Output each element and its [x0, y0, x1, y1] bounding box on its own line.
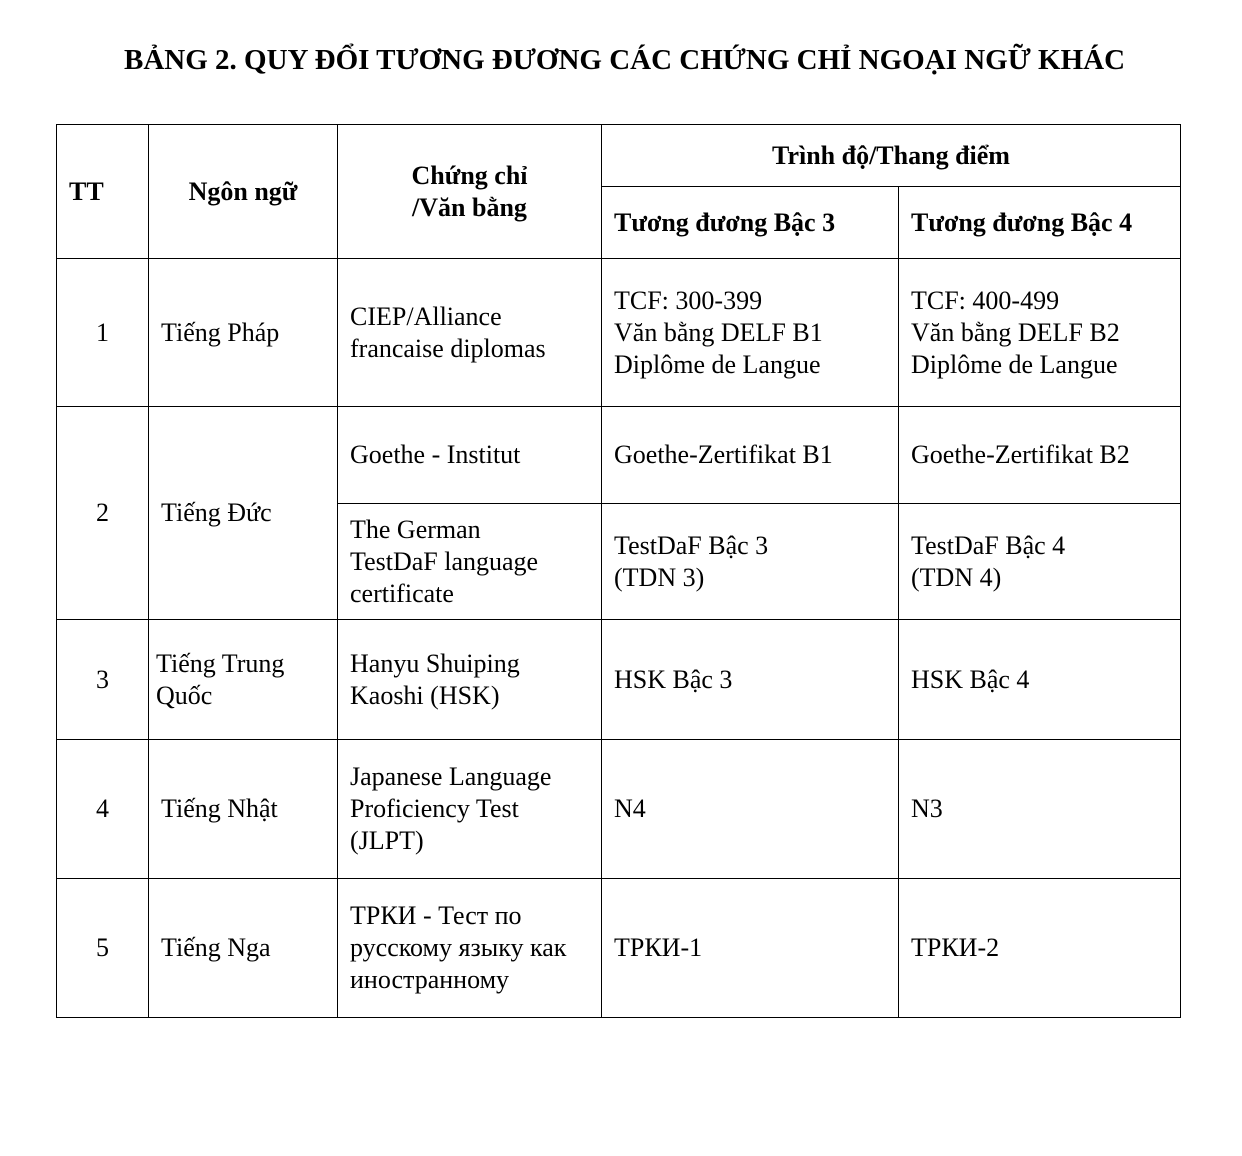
row-number: 4 — [57, 740, 149, 879]
language-cell: Tiếng Đức — [149, 407, 338, 620]
level4-cell: ТРКИ-2 — [899, 879, 1181, 1018]
level3-cell: HSK Bậc 3 — [602, 620, 899, 740]
level3-cell: ТРКИ-1 — [602, 879, 899, 1018]
table-row — [57, 407, 1181, 504]
language-cell: Tiếng Trung Quốc — [149, 620, 338, 740]
table-header-row — [57, 125, 1181, 187]
certificate-cell: Hanyu Shuiping Kaoshi (HSK) — [338, 620, 602, 740]
level4-cell: HSK Bậc 4 — [899, 620, 1181, 740]
row-number: 1 — [57, 259, 149, 407]
header-level3: Tương đương Bậc 3 — [602, 187, 899, 259]
header-level4: Tương đương Bậc 4 — [899, 187, 1181, 259]
header-language: Ngôn ngữ — [149, 125, 338, 259]
level4-cell: TCF: 400-499 Văn bằng DELF B2 Diplôme de Langue — [899, 259, 1181, 407]
header-level-group: Trình độ/Thang điểm — [602, 125, 1181, 187]
language-cell: Tiếng Pháp — [149, 259, 338, 407]
level3-cell: N4 — [602, 740, 899, 879]
header-tt: TT — [57, 125, 149, 259]
level3-cell: Goethe-Zertifikat B1 — [602, 407, 899, 504]
table-row — [57, 259, 1181, 407]
language-cell: Tiếng Nhật — [149, 740, 338, 879]
level4-cell: TestDaF Bậc 4 (TDN 4) — [899, 504, 1181, 620]
certificate-cell: CIEP/Alliance francaise diplomas — [338, 259, 602, 407]
page-title: BẢNG 2. QUY ĐỔI TƯƠNG ĐƯƠNG CÁC CHỨNG CHỈ NGOẠI NGỮ KHÁC — [124, 44, 1126, 76]
certificate-cell: ТРКИ - Тест по русскому языку как иностранному — [338, 879, 602, 1018]
level4-cell: Goethe-Zertifikat B2 — [899, 407, 1181, 504]
header-certificate: Chứng chỉ /Văn bằng — [338, 125, 602, 259]
certificate-cell: Japanese Language Proficiency Test (JLPT) — [338, 740, 602, 879]
table-row — [57, 620, 1181, 740]
equivalence-table — [56, 124, 1181, 1018]
table-row — [57, 740, 1181, 879]
row-number: 3 — [57, 620, 149, 740]
table-row — [57, 879, 1181, 1018]
row-number: 5 — [57, 879, 149, 1018]
language-cell: Tiếng Nga — [149, 879, 338, 1018]
row-number: 2 — [57, 407, 149, 620]
certificate-cell: The German TestDaF language certificate — [338, 504, 602, 620]
certificate-cell: Goethe - Institut — [338, 407, 602, 504]
level4-cell: N3 — [899, 740, 1181, 879]
level3-cell: TCF: 300-399 Văn bằng DELF B1 Diplôme de Langue — [602, 259, 899, 407]
level3-cell: TestDaF Bậc 3 (TDN 3) — [602, 504, 899, 620]
